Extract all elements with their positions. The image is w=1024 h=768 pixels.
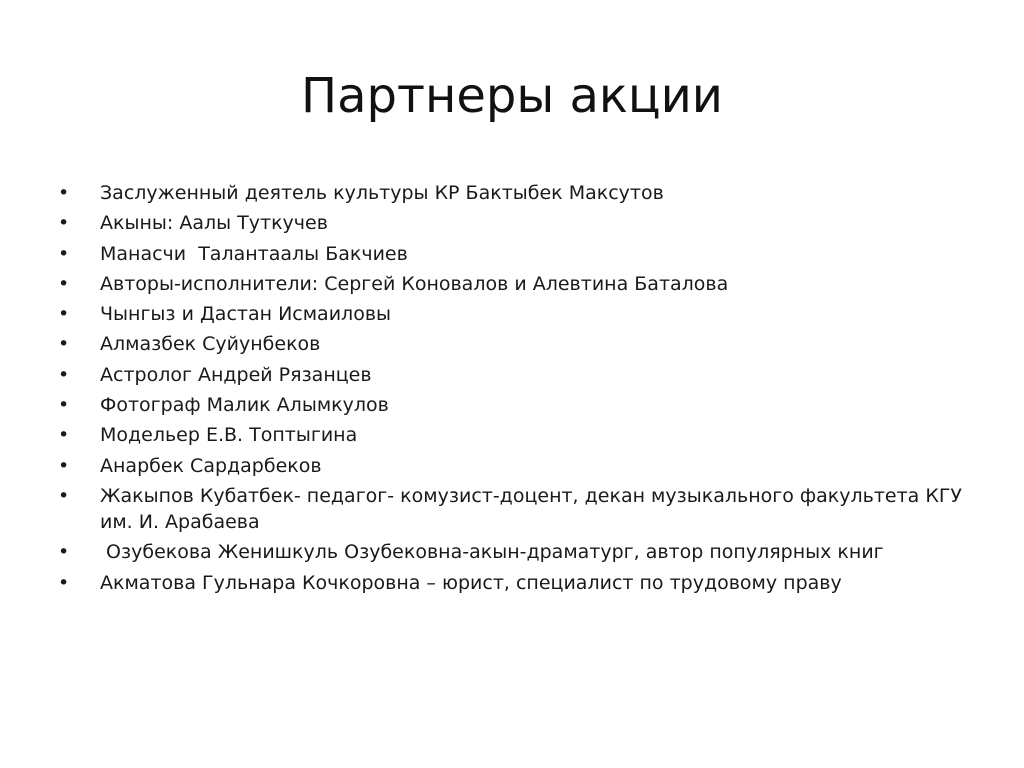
- list-item-text: Модельер Е.В. Топтыгина: [100, 424, 358, 447]
- bullet-icon: •: [58, 424, 70, 447]
- bullet-icon: •: [58, 571, 70, 594]
- list-item-text: Заслуженный деятель культуры КР Бактыбек Максутов: [100, 182, 664, 204]
- list-item: [58, 392, 978, 418]
- list-item: [58, 539, 978, 565]
- bullet-icon: •: [58, 541, 70, 564]
- list-item-text: Жакыпов Кубатбек- педагог- комузист-доцент, декан музыкального факультета КГУ им. И. Арабаева: [100, 484, 962, 533]
- list-item-text: Фотограф Малик Алымкулов: [100, 394, 389, 417]
- list-item-text: Озубекова Женишкуль Озубековна-акын-драматург, автор популярных книг: [100, 541, 884, 564]
- bullet-icon: •: [58, 394, 70, 417]
- list-item: [58, 453, 978, 479]
- list-item: [58, 483, 978, 535]
- bullet-icon: •: [58, 454, 70, 477]
- list-item-text: Акматова Гульнара Кочкоровна – юрист, специалист по трудовому праву: [100, 571, 842, 594]
- list-item: [58, 301, 978, 327]
- list-item-text: Манасчи Талантаалы Бакчиев: [100, 242, 408, 265]
- list-item: [58, 271, 978, 297]
- list-item: [58, 210, 978, 236]
- list-item: [58, 422, 978, 448]
- bullet-icon: •: [58, 182, 70, 204]
- partners-list: [58, 180, 978, 600]
- bullet-icon: •: [58, 484, 70, 507]
- list-item-text: Алмазбек Суйунбеков: [100, 333, 321, 356]
- list-item: [58, 180, 978, 206]
- list-item-text: Астролог Андрей Рязанцев: [100, 363, 372, 386]
- list-item-text: Авторы-исполнители: Сергей Коновалов и Алевтина Баталова: [100, 272, 729, 295]
- bullet-icon: •: [58, 363, 70, 386]
- bullet-icon: •: [58, 333, 70, 356]
- list-item-text: Чынгыз и Дастан Исмаиловы: [100, 303, 392, 326]
- bullet-icon: •: [58, 272, 70, 295]
- list-item: [58, 362, 978, 388]
- bullet-icon: •: [58, 303, 70, 326]
- bullet-icon: •: [58, 242, 70, 265]
- list-item: [58, 570, 978, 596]
- bullet-icon: •: [58, 212, 70, 235]
- list-item-text: Анарбек Сардарбеков: [100, 454, 322, 477]
- list-item: [58, 331, 978, 357]
- list-item-text: Акыны: Аалы Туткучев: [100, 212, 328, 235]
- slide-title: Партнеры акции: [301, 68, 723, 124]
- list-item: [58, 241, 978, 267]
